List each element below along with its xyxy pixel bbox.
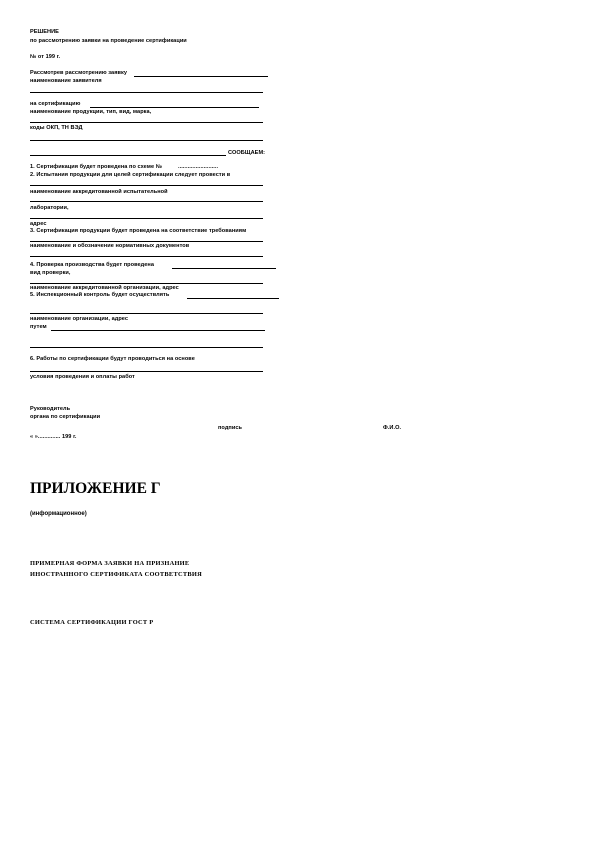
applicant-caption: наименование заявителя (30, 78, 102, 84)
blank-line (30, 283, 263, 284)
item-4: 4. Проверка производства будет проведена (30, 262, 155, 268)
body-org-label: органа по сертификации (30, 414, 101, 420)
applicant-line (134, 76, 268, 77)
reports-line (30, 155, 226, 156)
blank-line (30, 256, 263, 257)
blank-line (30, 92, 263, 93)
way-line (51, 330, 265, 331)
control-line (187, 298, 279, 299)
blank-line (30, 241, 263, 242)
way-label: путем (30, 324, 47, 330)
signature-label: подпись (218, 425, 242, 431)
org-caption-5: наименование организации, адрес (30, 316, 129, 322)
org-caption-4: наименование аккредитованной организации, адрес (30, 285, 179, 291)
blank-line (30, 201, 263, 202)
appendix-info: (информационное) (30, 511, 87, 517)
blank-line (30, 371, 263, 372)
system-label: СИСТЕМА СЕРТИФИКАЦИИ ГОСТ Р (30, 619, 154, 626)
product-line (90, 107, 259, 108)
item-1: 1. Сертификация будет проведена по схеме № (30, 164, 162, 170)
blank-line (30, 313, 263, 314)
laboratory-label: лаборатории, (30, 205, 69, 211)
head-label: Руководитель (30, 406, 71, 412)
check-caption: вид проверки, (30, 270, 71, 276)
check-line (172, 268, 276, 269)
date-line: « ».............. 199 г. (30, 434, 77, 440)
blank-line (30, 140, 263, 141)
product-caption: наименование продукции, тип, вид, марка, (30, 109, 152, 115)
reports-label: СООБЩАЕМ: (228, 150, 266, 156)
appendix-heading: ПРИЛОЖЕНИЕ Г (30, 480, 161, 497)
item-1-dots: ......................... (178, 164, 219, 170)
blank-line (30, 218, 263, 219)
blank-line (30, 185, 263, 186)
item-3: 3. Сертификация продукции будет проведена на соответствие требованиям (30, 228, 247, 234)
item-2: 2. Испытания продукции для целей сертификации следует провести в (30, 172, 231, 178)
fio-label: Ф.И.О. (383, 425, 402, 431)
form-title-1: ПРИМЕРНАЯ ФОРМА ЗАЯВКИ НА ПРИЗНАНИЕ (30, 560, 190, 567)
lab-caption: наименование аккредитованной испытательной (30, 189, 168, 195)
address-label: адрес (30, 221, 47, 227)
item-6: 6. Работы по сертификации будут проводиться на основе (30, 356, 195, 362)
blank-line (30, 122, 263, 123)
item-5: 5. Инспекционный контроль будет осуществлять (30, 292, 170, 298)
blank-line (30, 347, 263, 348)
decision-title: РЕШЕНИЕ (30, 29, 59, 35)
conditions-caption: условия проведения и оплаты работ (30, 374, 135, 380)
norm-caption: наименование и обозначение нормативных документов (30, 243, 190, 249)
form-title-2: ИНОСТРАННОГО СЕРТИФИКАТА СООТВЕТСТВИЯ (30, 571, 202, 578)
codes-label: коды ОКП, ТН ВЭД (30, 125, 83, 131)
review-label: Рассмотрев рассмотрению заявку (30, 70, 128, 76)
decision-subtitle: по рассмотрению заявки на проведение сертификации (30, 38, 187, 44)
number-line: № от 199 г. (30, 54, 61, 60)
on-certification: на сертификацию (30, 101, 81, 107)
